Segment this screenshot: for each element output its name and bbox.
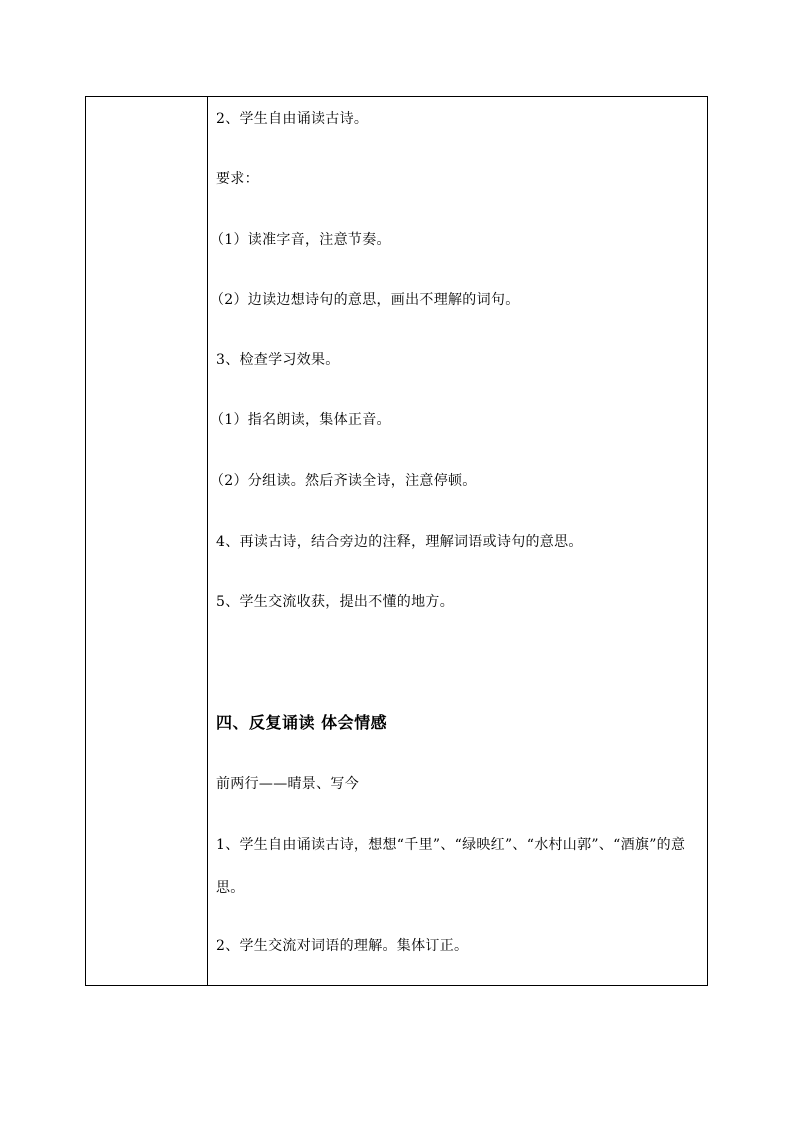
subheading: 前两行——晴景、写今 <box>216 776 359 792</box>
text-line: （1）读准字音，注意节奏。 <box>210 232 391 248</box>
lesson-table <box>85 96 708 986</box>
text-line: （2）分组读。然后齐读全诗，注意停顿。 <box>210 473 477 489</box>
text-line: 4、再读古诗，结合旁边的注释，理解词语或诗句的意思。 <box>216 534 583 550</box>
text-line: 2、学生自由诵读古诗。 <box>216 111 369 127</box>
text-line: 要求： <box>216 171 259 187</box>
table-content-cell <box>208 97 707 985</box>
text-line: （2）边读边想诗句的意思，画出不理解的词句。 <box>210 292 520 308</box>
text-line: （1）指名朗读，集体正音。 <box>210 412 391 428</box>
text-paragraph: 1、学生自由诵读古诗，想想“千里”、“绿映红”、“水村山郭”、“酒旗”的意思。 <box>216 837 686 896</box>
text-line: 5、学生交流收获，提出不懂的地方。 <box>216 594 455 610</box>
section-heading: 四、反复诵读 体会情感 <box>216 713 388 732</box>
table-left-cell <box>86 97 208 985</box>
text-line: 2、学生交流对词语的理解。集体订正。 <box>216 938 469 954</box>
text-line: 3、检查学习效果。 <box>216 352 340 368</box>
